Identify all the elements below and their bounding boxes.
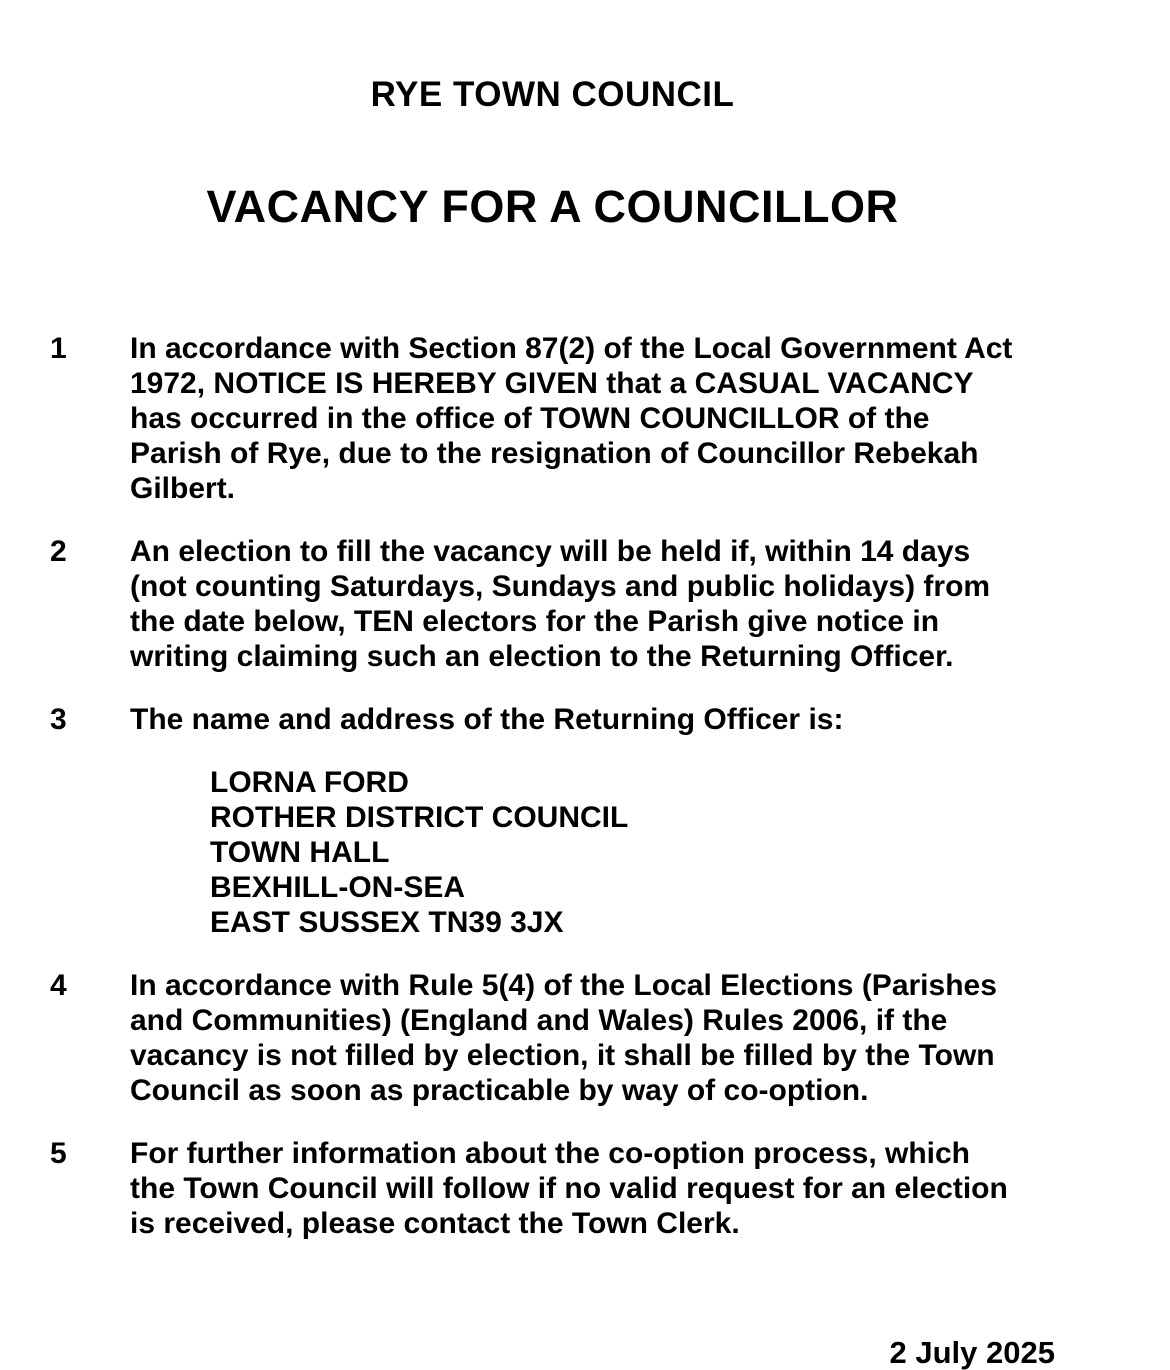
- address-line-building: TOWN HALL: [210, 836, 390, 869]
- paragraph-2: [50, 534, 1055, 674]
- paragraph-1-line: 1972, NOTICE IS HEREBY GIVEN that a CASUAL VACANCY: [130, 367, 974, 400]
- paragraph-2-line: writing claiming such an election to the Returning Officer.: [130, 640, 954, 673]
- paragraph-1-line: has occurred in the office of TOWN COUNCILLOR of the: [130, 402, 930, 435]
- paragraph-4-number: 4: [50, 969, 67, 1002]
- document-date: 2 July 2025: [889, 1335, 1055, 1370]
- paragraph-5-line: the Town Council will follow if no valid request for an election: [130, 1172, 1008, 1205]
- paragraph-3-text: [130, 702, 1055, 737]
- returning-officer-address: [210, 765, 1055, 940]
- paragraph-5-line: For further information about the co-option process, which: [130, 1137, 970, 1170]
- paragraph-4-text: [130, 968, 1055, 1108]
- paragraph-1: [50, 331, 1055, 506]
- address-line-council: ROTHER DISTRICT COUNCIL: [210, 801, 629, 834]
- paragraph-4-line: In accordance with Rule 5(4) of the Local Elections (Parishes: [130, 969, 997, 1002]
- paragraph-3-number: 3: [50, 703, 67, 736]
- address-line-name: LORNA FORD: [210, 766, 409, 799]
- paragraph-1-number: 1: [50, 332, 67, 365]
- address-line-town: BEXHILL-ON-SEA: [210, 871, 465, 904]
- address-line-postcode: EAST SUSSEX TN39 3JX: [210, 906, 564, 939]
- paragraph-1-line: Parish of Rye, due to the resignation of Councillor Rebekah: [130, 437, 979, 470]
- paragraph-3: [50, 702, 1055, 737]
- paragraph-4-line: and Communities) (England and Wales) Rules 2006, if the: [130, 1004, 948, 1037]
- paragraph-2-line: the date below, TEN electors for the Parish give notice in: [130, 605, 940, 638]
- paragraph-2-line: An election to fill the vacancy will be held if, within 14 days: [130, 535, 971, 568]
- paragraph-5-line: is received, please contact the Town Clerk.: [130, 1207, 740, 1240]
- paragraph-4-line: vacancy is not filled by election, it shall be filled by the Town: [130, 1039, 995, 1072]
- document-body: [50, 331, 1055, 1370]
- paragraph-4-line: Council as soon as practicable by way of co-option.: [130, 1074, 869, 1107]
- paragraph-5-number: 5: [50, 1137, 67, 1170]
- organisation-title: RYE TOWN COUNCIL: [370, 75, 735, 114]
- paragraph-4: [50, 968, 1055, 1108]
- paragraph-1-text: [130, 331, 1055, 506]
- paragraph-2-number: 2: [50, 535, 67, 568]
- paragraph-5-text: [130, 1136, 1055, 1241]
- paragraph-5: [50, 1136, 1055, 1241]
- paragraph-2-text: [130, 534, 1055, 674]
- notice-title: VACANCY FOR A COUNCILLOR: [206, 181, 899, 233]
- paragraph-1-line: In accordance with Section 87(2) of the Local Government Act: [130, 332, 1013, 365]
- paragraph-2-line: (not counting Saturdays, Sundays and public holidays) from: [130, 570, 991, 603]
- paragraph-1-line: Gilbert.: [130, 472, 236, 505]
- paragraph-3-line: The name and address of the Returning Officer is:: [130, 703, 844, 736]
